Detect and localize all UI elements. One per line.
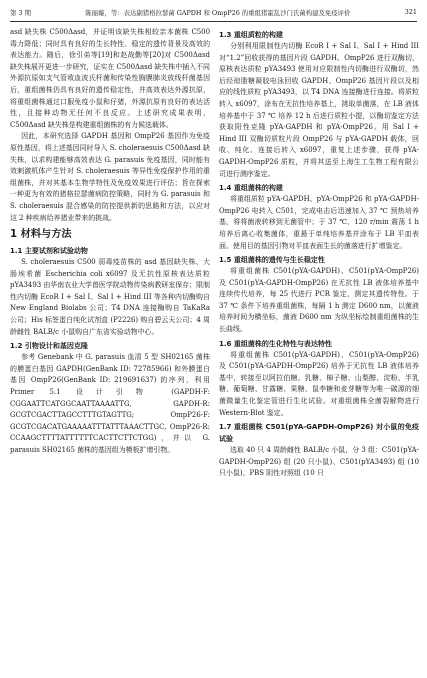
paragraph: 参考 Genebank 中 G. parasuis 血清 5 型 SH02165 菌株的膜蛋白基因 GAPDH(GenBank ID: 72785966) 和外膜蛋白基因 OmpP26(GenBank ID: 219691637) 的序列，利用 Primer 5.1 设计引物 (GAPDH-F: CGGAATTCATGGCAATTAAAATTG, GAPDH-R: GCGTCGACTTAGCCTTTGTAGTTG; OmpP26-F: GCGTCGACATGAAAAATTTATTTAAACTTGC, OmpP26-R: CCAAGCTTTTATTTTTTCACTTCTTCTGG)，并以 G. parasuis SH02165 菌株的基因组为模板扩增引物。 xyxy=(10,353,210,454)
subsection-heading: 1.6 重组菌株的生化特性与表达特性 xyxy=(219,339,332,348)
header-title: 陈丽璇，等：表达副猪格拉瑟菌 GAPDH 和 OmpP26 的重组猪霍乱沙门氏菌构建及免疫评价 xyxy=(85,8,351,17)
paragraph: asd 缺失株 C500Δasd，并证明该缺失株相较亲本菌株 C500 毒力降低；同时具有良好的生长特性、稳定的遗传背景及高效的表达能力。随后，徐引弟等[19]和赵战勤等[20]对 C500Δasd 缺失株展开更进一步研究，证实在 C500Δasd 缺失株中插入不同外源抗原如支气管败血波氏杆菌和传染性胸膜肺炎放线杆菌基因后，重组菌株仍具有良好的遗传稳定性，并高效表达外源抗原，将重组菌株通过口服免疫小鼠和仔猪，外源抗原有良好的表达活性，且接种动物无任何不良反应。上述研究成果表明，C500Δasd 缺失株是构建重组菌株的有力候选载体。 xyxy=(10,28,210,129)
paragraph: 选取 40 只 4 周龄雌性 BALB/c 小鼠，分 3 组：C501(pYA-GAPDH-OmpP26) 组 (20 只小鼠)、C501(pYA3493) 组 (10 只小鼠)、PBS 阴性对照组 (10 只 xyxy=(219,446,419,478)
header-rule xyxy=(10,21,417,22)
subsection-heading: 1.2 引物设计和基因克隆 xyxy=(10,342,88,351)
paragraph: 将重组质粒 pYA-GAPDH、pYA-OmpP26 和 pYA-GAPDH-OmpP26 电转入 C501，完成电击后迅速加入 37 ℃ 预热培养基，将将菌液转移到无菌管中；于 37 ℃、120 r/min 震荡 1 h 培养后离心收集菌体，重悬于单纯培养基并涂布于 LB 平皿表面。使用目的基因引物对平皿表面生长的菌落进行扩增鉴定。 xyxy=(219,195,420,250)
subsection-heading: 1.3 重组质粒的构建 xyxy=(219,31,283,39)
subsection-heading: 1.4 重组菌株的构建 xyxy=(219,184,283,193)
section-heading: 1 材料与方法 xyxy=(10,229,72,241)
subsection-heading: 1.5 重组菌株的遗传与生长稳定性 xyxy=(219,256,325,265)
subsection-heading: 1.7 重组菌株 C501(pYA-GAPDH-OmpP26) 对小鼠的免疫试验 xyxy=(219,423,419,444)
running-header xyxy=(10,5,417,19)
paragraph: 将重组菌株 C501(pYA-GAPDH)、C501(pYA-OmpP26) 及 C501(pYA-GAPDH-OmpP26) 培养于无抗性 LB 液体培养基中，转接至以阿拉伯糖、乳糖、棉子糖、山梨醇、淀粉、半乳糖、葡萄糖、甘露糖、果糖、鼠李糖和麦芽糖等为唯一碳源的细菌微量生化鉴定管进行生化试验。对重组菌株全菌裂解物进行 Western-Blot 鉴定。 xyxy=(219,350,419,417)
right-column xyxy=(219,27,419,480)
paragraph: 将重组菌株 C501(pYA-GAPDH)、C501(pYA-OmpP26) 及 C501(pYA-GAPDH-OmpP26) 在无抗性 LB 液体培养基中连续传代培养，每 25 代进行 PCR 鉴定，测定其遗传特性。于 37 ℃ 条件下培养重组菌株，每隔 1 h 测定 D600 nm，以菌液培养时间为横坐标，菌液 D600 nm 为纵坐标绘制重组菌株的生长曲线。 xyxy=(219,267,419,334)
left-column xyxy=(10,27,210,457)
paragraph: 因此，本研究选择 GAPDH 基因和 OmpP26 基因作为免疫原性基因，将上述基因同时导入 S. choleraesuis C500Δasd 缺失株，以求构建能够高效表达 G. parasuis 免疫基因，同时能有效刺激机体产生针对 S. choleraesuis 等异性免疫保护作用的重组菌株，并对其基本生物学特性及免疫效果进行评估；旨在探索一种更为有效的猪格拉瑟菌病防控策略，同时为 G. parasuis 和 S. choleraesuis 混合感染的防控提供新的思路和方法，以应对这 2 种疾病给养猪业带来的挑战。 xyxy=(10,132,210,222)
paragraph: 分别利用限制性内切酶 EcoR I + Sal I、Sal I + Hind III 对“1.2”回收获得的基因片段 GAPDH、OmpP26 进行双酶切，原核表达质粒 pYA3493 使用对应限制性内切酶进行双酶切，然后经琼脂糖凝胶电泳回收 GAPDH、OmpP26 基因片段以及相应的线性质粒 pYA3493，以 T4 DNA 连接酶进行连接。将质粒转入 x6097，涂布在无抗性培养基上，挑取单菌落，在 LB 液体培养基中于 37 ℃ 培养 12 h 后进行质粒小提，以酶切鉴定方法获取阳性克隆 pYA-GAPDH 和 pYA-OmpP26。用 Sal I + Hind III 双酶切质粒片段 OmpP26 与 pYA-GAPDH 载体，回收、纯化、连接后转入 x6097，重复上述步骤，获得 pYA-GAPDH-OmpP26 质粒，并将其送至上海生工生物工程有限公司进行测序鉴定。 xyxy=(219,42,419,178)
subsection-heading: 1.1 主要试剂和试验动物 xyxy=(10,247,88,256)
page-number: 321 xyxy=(404,8,417,16)
paragraph: S. choleraesuis C500 弱毒疫苗株的 asd 基因缺失株、大肠埃希菌 Escherichia coli x6097 及无抗性原核表达质粒 pYA3493 由华南农业大学兽医学院动物传染病教研室保存；限制性内切酶 EcoR I + Sal I、Sal I + Hind III 等各种内切酶购自 New England Biolabs 公司；T4 DNA 连接酶购自 TaKaRa 公司；His 标签蛋白纯化试剂盒 (P2226) 购自碧云天公司；4 周龄雌性 BALB/c 小鼠购自广东省实验动物中心。 xyxy=(10,258,210,336)
issue-number: 第 3 期 xyxy=(10,8,31,17)
